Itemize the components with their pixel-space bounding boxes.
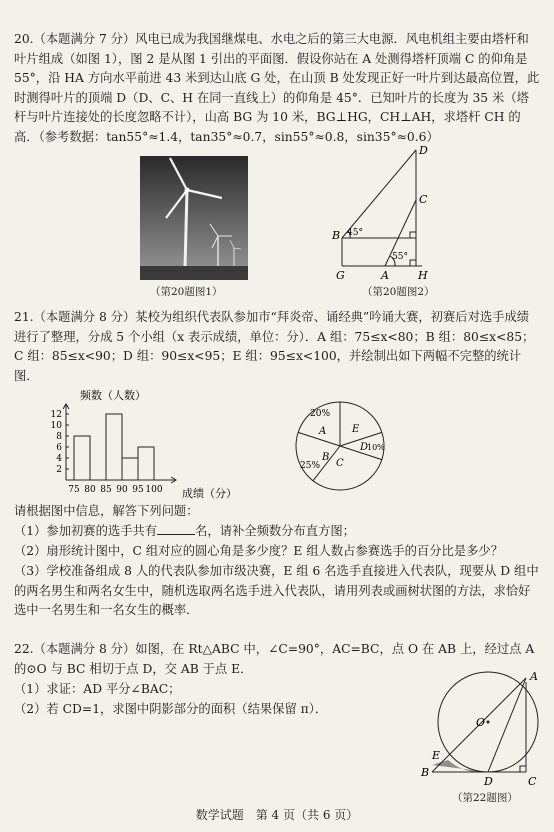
shaded-region bbox=[432, 760, 488, 772]
fig22-label-D: D bbox=[484, 775, 493, 788]
frequency-histogram bbox=[42, 388, 272, 500]
fig2-label-G: G bbox=[336, 269, 345, 282]
histogram-ytick: 8 bbox=[56, 432, 62, 442]
q22-caption: （第22题图） bbox=[452, 792, 518, 804]
q20-text: 20.（本题满分 7 分）风电已成为我国继煤电、水电之后的第三大电源．风电机组主要由塔杆和叶片组成（如图 1），图 2 是从图 1 引出的平面图．假设你站在 A 处测得塔杆顶端 C 的仰角是 55°，沿 HA 方向水平前进 43 米到达山底 G 处，在山顶 B 处发现正好一叶片到达最高位置，此时测得叶片的顶端 D（D、C、H 在同一直线上）的仰角是 45°．已知叶片的长度为 35 米（塔杆与叶片连接处的长度忽略不计），山高 BG 为 10 米，BG⊥HG，CH⊥AH，求塔杆 CH 的高．（参考数据：tan55°≈1.4，tan35°≈0.7，sin55°≈0.8，sin35°≈0.6） bbox=[14, 32, 540, 144]
fig22-label-E: E bbox=[432, 749, 441, 762]
fig2-angle-45: 45° bbox=[347, 228, 363, 238]
fig2-label-D: D bbox=[419, 144, 428, 157]
pie-label-a: A bbox=[319, 426, 327, 437]
fig22-label-O: O bbox=[476, 716, 486, 729]
histogram-ytick: 2 bbox=[56, 465, 62, 475]
pie-pct-b: 25% bbox=[300, 461, 321, 471]
pie-pct-d: 10% bbox=[367, 443, 385, 452]
q21-sub2: （2）扇形统计图中，C 组对应的圆心角是多少度？E 组人数占参赛选手的百分比是多少？ bbox=[14, 544, 504, 558]
q21-text: 21.（本题满分 8 分）某校为组织代表队参加市“拜炎帝、诵经典”吟诵大赛，初赛后对选手成绩进行了整理，分成 5 个小组（x 表示成绩，单位：分）．A 组：75≤x<80；B 组：80≤x<85；C 组：85≤x<90；D 组：90≤x<95；E 组：95≤x<100，并绘制出如下两幅不完整的统计图． bbox=[14, 310, 535, 383]
q21-sub1 bbox=[14, 522, 540, 542]
fig2-label-B: B bbox=[332, 229, 341, 242]
histogram-xtick: 85 bbox=[100, 485, 112, 495]
histogram-xtick: 90 bbox=[116, 485, 128, 495]
page-footer: 数学试题 第 4 页（共 6 页） bbox=[195, 808, 359, 822]
q22-sub1: （1）求证：AD 平分∠BAC； bbox=[14, 682, 181, 696]
histogram-xtick: 75 bbox=[68, 485, 80, 495]
histogram-ylabel: 频数（人数） bbox=[80, 389, 146, 402]
histogram-ytick: 6 bbox=[56, 443, 62, 453]
fig22-label-B: B bbox=[421, 766, 430, 779]
pie-label-c: C bbox=[336, 458, 344, 469]
pie-label-e: E bbox=[352, 424, 360, 435]
pie-pct-a: 20% bbox=[310, 409, 331, 419]
histogram-xlabel: 成绩（分） bbox=[182, 487, 237, 500]
q22-text: 22.（本题满分 8 分）如图，在 Rt△ABC 中，∠C=90°，AC=BC，点 O 在 AB 上，经过点 A 的⊙O 与 BC 相切于点 D，交 AB 于点 E． bbox=[14, 642, 535, 676]
fig2-label-A: A bbox=[381, 269, 389, 282]
fig2-label-C: C bbox=[419, 193, 428, 206]
q20-fig2-diagram bbox=[330, 142, 450, 284]
histogram-bar-85-90 bbox=[106, 414, 122, 480]
pie-label-d: D bbox=[360, 442, 369, 453]
pie-chart bbox=[290, 396, 390, 496]
q20-fig1-caption: （第20题图1） bbox=[150, 286, 223, 298]
histogram-ytick: 4 bbox=[56, 454, 62, 464]
histogram-ytick: 12 bbox=[50, 410, 62, 420]
histogram-bar-90-95 bbox=[122, 458, 138, 480]
q21-sub3: （3）学校准备组成 8 人的代表队参加市级决赛，E 组 6 名选手直接进入代表队，现要从 D 组中的两名男生和两名女生中，随机选取两名选手进入代表队，请用列表或画树状图的方法，求恰好选中一名男生和一名女生的概率． bbox=[14, 564, 539, 618]
fig22-label-A: A bbox=[530, 670, 538, 683]
histogram-xtick: 95 bbox=[132, 485, 144, 495]
histogram-ytick: 10 bbox=[50, 421, 62, 431]
wind-turbine-photo bbox=[140, 156, 248, 280]
q22-sub2: （2）若 CD=1，求图中阴影部分的面积（结果保留 π）． bbox=[14, 702, 328, 716]
fig2-label-H: H bbox=[418, 269, 428, 282]
answer-blank bbox=[157, 522, 195, 535]
fig2-angle-55: 55° bbox=[392, 252, 408, 262]
q20-fig2-caption: （第20题图2） bbox=[362, 286, 435, 298]
q21-sub1-pre: （1）参加初赛的选手共有 bbox=[14, 524, 158, 538]
q22-circle-diagram bbox=[418, 666, 544, 790]
q21-sub1-post: 名，请补全频数分布直方图； bbox=[195, 524, 355, 538]
histogram-bar-75-80 bbox=[74, 436, 90, 480]
histogram-xtick: 80 bbox=[84, 485, 96, 495]
histogram-bar-95-100 bbox=[138, 447, 154, 480]
pie-label-b: B bbox=[322, 452, 330, 463]
center-point-o bbox=[487, 721, 490, 724]
histogram-xtick: 100 bbox=[145, 485, 163, 495]
fig22-label-C: C bbox=[528, 775, 537, 788]
q21-prompt: 请根据图中信息，解答下列问题： bbox=[14, 504, 199, 518]
